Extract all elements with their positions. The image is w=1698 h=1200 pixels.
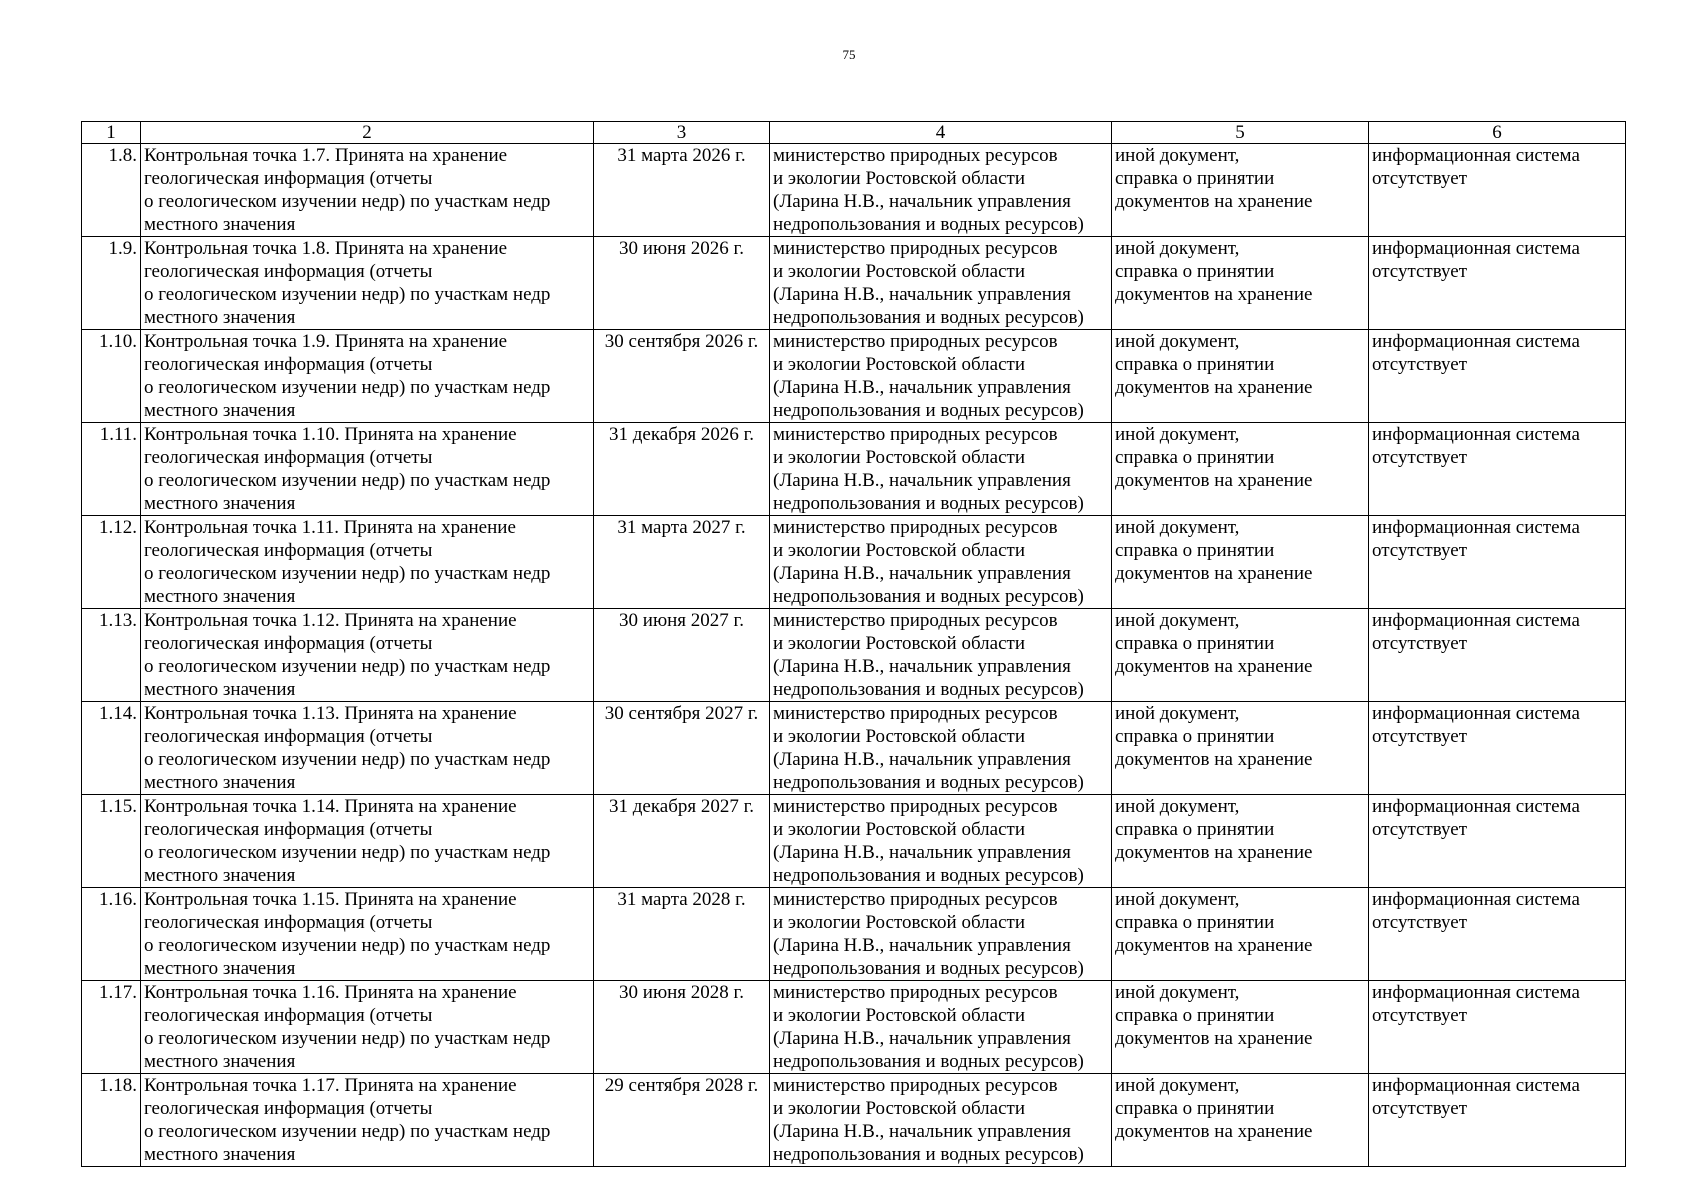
responsible-cell: министерство природных ресурсов и экологии Ростовской области (Ларина Н.В., начальник управления недропользования и водных ресурсов) (770, 423, 1112, 516)
column-header: 6 (1369, 122, 1626, 144)
event-cell: Контрольная точка 1.7. Принята на хранение геологическая информация (отчеты о геологическом изучении недр) по участкам недр местного значения (141, 144, 594, 237)
document-cell: иной документ, справка о принятии документов на хранение (1112, 237, 1369, 330)
column-header: 2 (141, 122, 594, 144)
table-header-row (82, 122, 1626, 144)
deadline-cell: 30 июня 2026 г. (594, 237, 770, 330)
information-system-cell: информационная система отсутствует (1369, 795, 1626, 888)
event-cell: Контрольная точка 1.15. Принята на хранение геологическая информация (отчеты о геологическом изучении недр) по участкам недр местного значения (141, 888, 594, 981)
deadline-cell: 31 декабря 2026 г. (594, 423, 770, 516)
event-cell: Контрольная точка 1.14. Принята на хранение геологическая информация (отчеты о геологическом изучении недр) по участкам недр местного значения (141, 795, 594, 888)
document-cell: иной документ, справка о принятии документов на хранение (1112, 516, 1369, 609)
responsible-cell: министерство природных ресурсов и экологии Ростовской области (Ларина Н.В., начальник управления недропользования и водных ресурсов) (770, 330, 1112, 423)
event-cell: Контрольная точка 1.9. Принята на хранение геологическая информация (отчеты о геологическом изучении недр) по участкам недр местного значения (141, 330, 594, 423)
row-number-cell: 1.16. (82, 888, 141, 981)
row-number-cell: 1.17. (82, 981, 141, 1074)
row-number-cell: 1.8. (82, 144, 141, 237)
responsible-cell: министерство природных ресурсов и экологии Ростовской области (Ларина Н.В., начальник управления недропользования и водных ресурсов) (770, 1074, 1112, 1167)
information-system-cell: информационная система отсутствует (1369, 423, 1626, 516)
document-cell: иной документ, справка о принятии документов на хранение (1112, 423, 1369, 516)
information-system-cell: информационная система отсутствует (1369, 516, 1626, 609)
document-cell: иной документ, справка о принятии документов на хранение (1112, 795, 1369, 888)
document-cell: иной документ, справка о принятии документов на хранение (1112, 330, 1369, 423)
event-cell: Контрольная точка 1.16. Принята на хранение геологическая информация (отчеты о геологическом изучении недр) по участкам недр местного значения (141, 981, 594, 1074)
row-number-cell: 1.10. (82, 330, 141, 423)
deadline-cell: 31 марта 2028 г. (594, 888, 770, 981)
document-cell: иной документ, справка о принятии документов на хранение (1112, 1074, 1369, 1167)
event-cell: Контрольная точка 1.11. Принята на хранение геологическая информация (отчеты о геологическом изучении недр) по участкам недр местного значения (141, 516, 594, 609)
table-row (82, 981, 1626, 1074)
column-header: 4 (770, 122, 1112, 144)
table-row (82, 702, 1626, 795)
responsible-cell: министерство природных ресурсов и экологии Ростовской области (Ларина Н.В., начальник управления недропользования и водных ресурсов) (770, 795, 1112, 888)
information-system-cell: информационная система отсутствует (1369, 609, 1626, 702)
row-number-cell: 1.11. (82, 423, 141, 516)
document-cell: иной документ, справка о принятии документов на хранение (1112, 702, 1369, 795)
column-header: 1 (82, 122, 141, 144)
row-number-cell: 1.9. (82, 237, 141, 330)
table-row (82, 888, 1626, 981)
deadline-cell: 30 сентября 2026 г. (594, 330, 770, 423)
information-system-cell: информационная система отсутствует (1369, 237, 1626, 330)
deadline-cell: 30 июня 2027 г. (594, 609, 770, 702)
table-row (82, 516, 1626, 609)
information-system-cell: информационная система отсутствует (1369, 702, 1626, 795)
deadline-cell: 31 декабря 2027 г. (594, 795, 770, 888)
event-cell: Контрольная точка 1.8. Принята на хранение геологическая информация (отчеты о геологическом изучении недр) по участкам недр местного значения (141, 237, 594, 330)
information-system-cell: информационная система отсутствует (1369, 1074, 1626, 1167)
control-points-table (81, 121, 1626, 1167)
deadline-cell: 31 марта 2026 г. (594, 144, 770, 237)
event-cell: Контрольная точка 1.17. Принята на хранение геологическая информация (отчеты о геологическом изучении недр) по участкам недр местного значения (141, 1074, 594, 1167)
table-row (82, 330, 1626, 423)
responsible-cell: министерство природных ресурсов и экологии Ростовской области (Ларина Н.В., начальник управления недропользования и водных ресурсов) (770, 609, 1112, 702)
responsible-cell: министерство природных ресурсов и экологии Ростовской области (Ларина Н.В., начальник управления недропользования и водных ресурсов) (770, 237, 1112, 330)
responsible-cell: министерство природных ресурсов и экологии Ростовской области (Ларина Н.В., начальник управления недропользования и водных ресурсов) (770, 702, 1112, 795)
row-number-cell: 1.18. (82, 1074, 141, 1167)
information-system-cell: информационная система отсутствует (1369, 981, 1626, 1074)
information-system-cell: информационная система отсутствует (1369, 144, 1626, 237)
event-cell: Контрольная точка 1.10. Принята на хранение геологическая информация (отчеты о геологическом изучении недр) по участкам недр местного значения (141, 423, 594, 516)
deadline-cell: 30 июня 2028 г. (594, 981, 770, 1074)
row-number-cell: 1.14. (82, 702, 141, 795)
column-header: 3 (594, 122, 770, 144)
event-cell: Контрольная точка 1.12. Принята на хранение геологическая информация (отчеты о геологическом изучении недр) по участкам недр местного значения (141, 609, 594, 702)
column-header: 5 (1112, 122, 1369, 144)
table-row (82, 423, 1626, 516)
table-row (82, 795, 1626, 888)
responsible-cell: министерство природных ресурсов и экологии Ростовской области (Ларина Н.В., начальник управления недропользования и водных ресурсов) (770, 981, 1112, 1074)
information-system-cell: информационная система отсутствует (1369, 888, 1626, 981)
row-number-cell: 1.13. (82, 609, 141, 702)
page-number: 75 (842, 47, 856, 62)
table-row (82, 237, 1626, 330)
information-system-cell: информационная система отсутствует (1369, 330, 1626, 423)
responsible-cell: министерство природных ресурсов и экологии Ростовской области (Ларина Н.В., начальник управления недропользования и водных ресурсов) (770, 516, 1112, 609)
responsible-cell: министерство природных ресурсов и экологии Ростовской области (Ларина Н.В., начальник управления недропользования и водных ресурсов) (770, 144, 1112, 237)
document-cell: иной документ, справка о принятии документов на хранение (1112, 981, 1369, 1074)
deadline-cell: 31 марта 2027 г. (594, 516, 770, 609)
row-number-cell: 1.12. (82, 516, 141, 609)
event-cell: Контрольная точка 1.13. Принята на хранение геологическая информация (отчеты о геологическом изучении недр) по участкам недр местного значения (141, 702, 594, 795)
document-cell: иной документ, справка о принятии документов на хранение (1112, 144, 1369, 237)
document-cell: иной документ, справка о принятии документов на хранение (1112, 888, 1369, 981)
deadline-cell: 29 сентября 2028 г. (594, 1074, 770, 1167)
table-body (82, 144, 1626, 1167)
responsible-cell: министерство природных ресурсов и экологии Ростовской области (Ларина Н.В., начальник управления недропользования и водных ресурсов) (770, 888, 1112, 981)
row-number-cell: 1.15. (82, 795, 141, 888)
table-row (82, 1074, 1626, 1167)
document-cell: иной документ, справка о принятии документов на хранение (1112, 609, 1369, 702)
deadline-cell: 30 сентября 2027 г. (594, 702, 770, 795)
table-row (82, 144, 1626, 237)
table-row (82, 609, 1626, 702)
